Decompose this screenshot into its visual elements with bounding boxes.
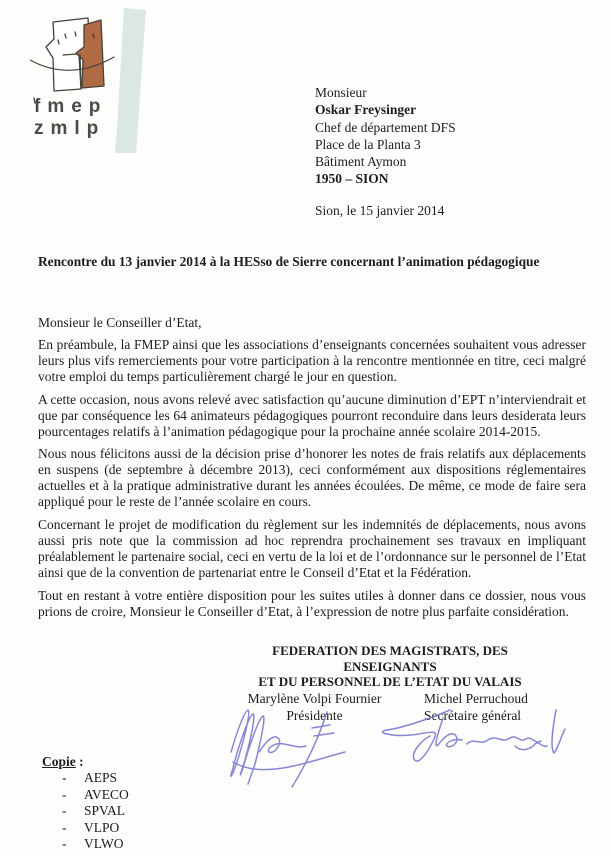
organisation-line2: ET DU PERSONNEL DE L’ETAT DU VALAIS xyxy=(258,674,522,689)
signature-left-ink xyxy=(233,752,345,770)
recipient-address xyxy=(315,84,456,188)
copy-item xyxy=(42,803,129,819)
fmep-logo xyxy=(30,8,160,153)
paragraph-4: Concernant le projet de modification du règlement sur les indemnités de déplacements, nous avons aussi pris note que la commission ad hoc reprendra prochainement ses travaux en impliquant préalablement le partenaire social, ceci en vertu de la loi et de l’ordonnance sur le personnel de l’Etat ainsi que de la convention de partenariat entre le Conseil d’Etat et la Fédération. xyxy=(38,517,586,580)
signer-left-name: Marylène Volpi Fournier xyxy=(247,691,382,706)
copy-label-word: Copie xyxy=(42,754,76,769)
copy-item-label: SPVAL xyxy=(84,803,126,819)
copy-item-label: VLPO xyxy=(84,819,120,835)
subject-line: Rencontre du 13 janvier 2014 à la HESso de Sierre concernant l’animation pédagogique xyxy=(38,254,540,269)
list-dash: - xyxy=(62,770,67,786)
signer-right xyxy=(424,691,574,724)
signature-right-ink xyxy=(515,743,547,750)
paragraph-1: En préambule, la FMEP ainsi que les associations d’enseignants concernées souhaitent vous adresser leurs plus vifs remerciements pour votre participation à la rencontre mentionnée en titre, ceci malgré votre emploi du temps particulièrement chargé le jour en question. xyxy=(38,337,586,384)
list-dash: - xyxy=(62,819,67,835)
copy-item xyxy=(42,836,129,852)
logo-word-fmep: fmep xyxy=(34,96,108,117)
copy-item xyxy=(42,770,129,786)
organisation-line1: FEDERATION DES MAGISTRATS, DES ENSEIGNANTS xyxy=(272,643,508,674)
letter-body xyxy=(38,337,586,627)
paragraph-3: Nous nous félicitons aussi de la décision prise d’honorer les notes de frais relatifs aux déplacements en suspens (de septembre à décembre 2013), ceci conformément aux dispositions réglementaires actuelles et à la pratique administrative durant les années écoulées. De même, ce mode de faire sera appliqué pour le reste de l’année scolaire en cours. xyxy=(38,446,586,510)
paragraph-5: Tout en restant à votre entière disposition pour les suites utiles à donner dans ce dossier, nous vous prions de croire, Monsieur le Conseiller d’Etat, à l’expression de notre plus parfaite considération. xyxy=(38,587,586,619)
signature-left-ink xyxy=(312,725,334,736)
signer-left-role: Présidente xyxy=(286,707,343,723)
recipient-title: Chef de département DFS xyxy=(315,119,456,135)
recipient-building: Bâtiment Aymon xyxy=(315,154,407,170)
copy-item xyxy=(42,787,129,803)
recipient-city: 1950 – SION xyxy=(315,171,389,187)
copy-block xyxy=(42,754,129,852)
recipient-street: Place de la Planta 3 xyxy=(315,136,421,152)
signature-left-ink xyxy=(259,737,306,753)
signer-right-role: Secrétaire général xyxy=(424,707,522,723)
copy-item-label: AEPS xyxy=(84,770,118,786)
paragraph-2: A cette occasion, nous avons relevé avec satisfaction qu’aucune diminution d’EPT n’interviendrait et que par conséquence les 64 animateurs pédagogiques pourront reconduire dans leurs desiderata leurs pourcentages relatifs à l’animation pédagogique pour la prochaine année scolaire 2014-2015. xyxy=(38,391,586,439)
copy-label xyxy=(42,754,129,770)
signer-right-name: Michel Perruchoud xyxy=(424,691,528,706)
signer-left xyxy=(232,691,397,724)
recipient-name: Oskar Freysinger xyxy=(315,102,417,118)
copy-item-label: AVECO xyxy=(84,786,129,802)
date-line: Sion, le 15 janvier 2014 xyxy=(315,203,445,218)
list-dash: - xyxy=(62,836,67,852)
list-dash: - xyxy=(62,786,67,802)
logo-word-zmlp: zmlp xyxy=(34,118,106,139)
copy-item-label: VLWO xyxy=(84,836,124,852)
logo-stripe xyxy=(115,8,146,153)
letter-salutation: Monsieur le Conseiller d’Etat, xyxy=(38,315,202,330)
list-dash: - xyxy=(62,803,67,819)
organisation-name xyxy=(225,643,555,690)
copy-label-colon: : xyxy=(75,754,84,769)
copy-item xyxy=(42,820,129,836)
logo-wordmark xyxy=(34,96,107,140)
signature-right-ink xyxy=(467,737,541,744)
recipient-salutation: Monsieur xyxy=(315,85,367,100)
